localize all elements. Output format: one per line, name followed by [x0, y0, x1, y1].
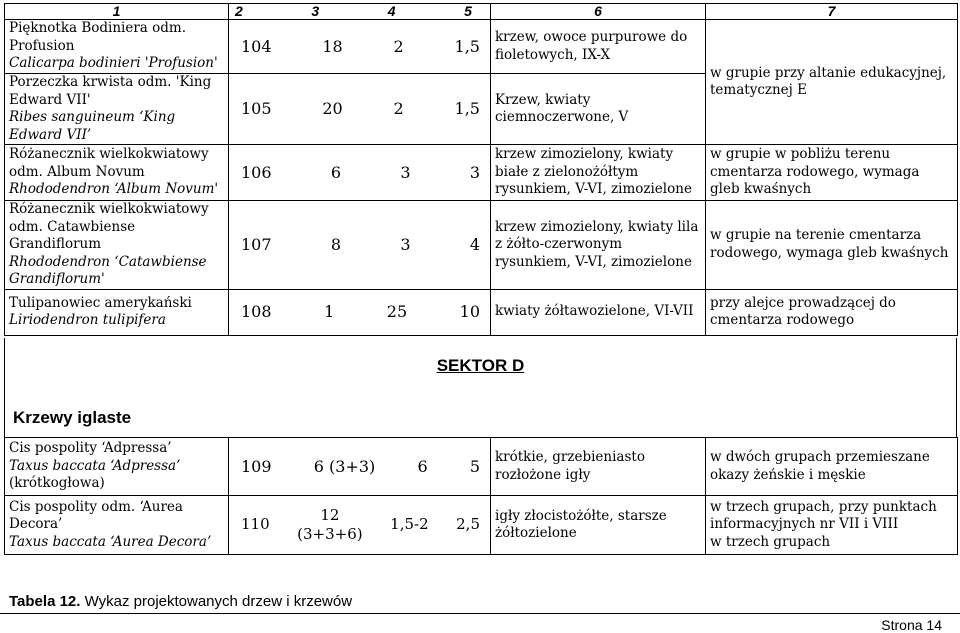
description: Krzew, kwiaty ciemnoczerwone, V [495, 91, 629, 125]
header-4: 4 [387, 3, 396, 19]
count: 6 [330, 162, 342, 182]
height: 2 [393, 36, 404, 56]
plant-latin-cont: Grandiflorum' [9, 271, 105, 287]
width: 4 [469, 235, 480, 254]
width: 3 [469, 162, 480, 182]
note: w grupie przy altanie edukacyjnej, tematycznej E [710, 64, 947, 98]
header-row [5, 4, 958, 20]
note: w grupie na terenie cmentarza rodowego, wymaga gleb kwaśnych [710, 227, 949, 261]
plant-name: Pięknotka Bodiniera odm. Profusion [9, 20, 187, 54]
plant-extra: (krótkogłowa) [9, 475, 105, 492]
plant-latin: Liriodendron tulipifera [9, 312, 166, 328]
plant-latin: Rhododendron ‘Album Novum' [9, 181, 219, 198]
count-cell [297, 506, 362, 544]
plant-latin: Taxus baccata ‘Aurea Decora’ [9, 533, 212, 550]
number: 108 [241, 302, 272, 322]
plant-latin: Calicarpa bodinieri 'Profusion' [9, 55, 218, 72]
count-breakdown: (3+3+6) [297, 525, 363, 543]
header-2: 2 [235, 3, 243, 19]
sector-block [4, 338, 957, 438]
number: 104 [241, 36, 272, 56]
description: krótkie, grzebieniasto rozłożone igły [495, 449, 645, 483]
count: 6 (3+3) [313, 456, 376, 476]
table-row [5, 438, 958, 496]
height: 1,5-2 [390, 515, 429, 534]
note: przy alejce prowadzącej do cmentarza rodowego [710, 294, 896, 328]
description: igły złocistożółte, starsze żółtozielone [495, 507, 667, 541]
width: 2,5 [456, 515, 480, 534]
footer-rule [0, 613, 960, 614]
sector-title: SEKTOR D [436, 356, 525, 375]
page-number: Strona 14 [881, 617, 942, 633]
note-cont: w trzech grupach [710, 533, 831, 550]
number: 106 [241, 162, 272, 182]
height: 25 [386, 302, 408, 322]
height: 2 [393, 99, 404, 119]
count: 18 [322, 36, 343, 56]
note: w trzech grupach, przy punktach informacyjnych nr VII i VIII [710, 498, 937, 533]
number: 110 [241, 515, 270, 534]
count: 1 [324, 302, 335, 322]
note: w grupie w pobliżu terenu cmentarza rodowego, wymaga gleb kwaśnych [710, 146, 920, 198]
height: 6 [417, 456, 428, 476]
plant-name: Różanecznik wielkokwiatowy odm. Album Novum [9, 146, 209, 180]
plants-table-upper [4, 3, 958, 336]
description: kwiaty żółtawozielone, VI-VII [495, 303, 694, 320]
table-row [5, 496, 958, 555]
plant-name: Porzeczka krwista odm. 'King Edward VII' [9, 74, 212, 108]
caption-label: Tabela 12. [9, 593, 81, 610]
count: 12 [320, 506, 340, 524]
note: w dwóch grupach przemieszane okazy żeńskie i męskie [710, 449, 930, 483]
plant-latin: Ribes sanguineum ‘King Edward VII’ [9, 109, 176, 143]
table-row [5, 289, 958, 335]
table-row [5, 145, 958, 201]
plant-name: Cis pospolity odm. ‘Aurea Decora’ [9, 498, 183, 533]
number: 107 [241, 235, 272, 254]
table-row [5, 20, 958, 74]
width: 5 [469, 456, 480, 476]
header-1: 1 [112, 3, 121, 19]
height: 3 [400, 162, 411, 182]
description: krzew zimozielony, kwiaty lila z żółto-czerwonym rysunkiem, V-VI, zimozielone [495, 218, 699, 270]
plant-latin: Rhododendron ‘Catawbiense [9, 253, 207, 270]
header-3: 3 [311, 3, 320, 19]
width: 1,5 [454, 99, 480, 119]
count: 8 [330, 235, 342, 254]
description: krzew zimozielony, kwiaty białe z zielonożółtym rysunkiem, V-VI, zimozielone [495, 146, 692, 198]
plant-name: Różanecznik wielkokwiatowy odm. Catawbiense Grandiflorum [9, 201, 209, 252]
plant-latin: Taxus baccata ‘Adpressa’ [9, 457, 181, 474]
height: 3 [400, 235, 411, 254]
description: krzew, owoce purpurowe do fioletowych, IX-X [495, 29, 688, 63]
table-caption [9, 593, 352, 610]
table-row [5, 201, 958, 290]
header-5: 5 [464, 3, 472, 19]
width: 1,5 [454, 36, 480, 56]
number: 109 [241, 456, 272, 476]
count: 20 [322, 99, 343, 119]
group-title: Krzewy iglaste [13, 408, 132, 427]
caption-text: Wykaz projektowanych drzew i krzewów [80, 593, 353, 610]
header-6: 6 [594, 3, 602, 19]
number: 105 [241, 99, 272, 119]
plants-table-lower [4, 437, 958, 555]
plant-name: Cis pospolity ‘Adpressa’ [9, 440, 172, 457]
header-7: 7 [827, 3, 836, 19]
width: 10 [459, 302, 480, 322]
plant-name: Tulipanowiec amerykański [9, 294, 192, 311]
